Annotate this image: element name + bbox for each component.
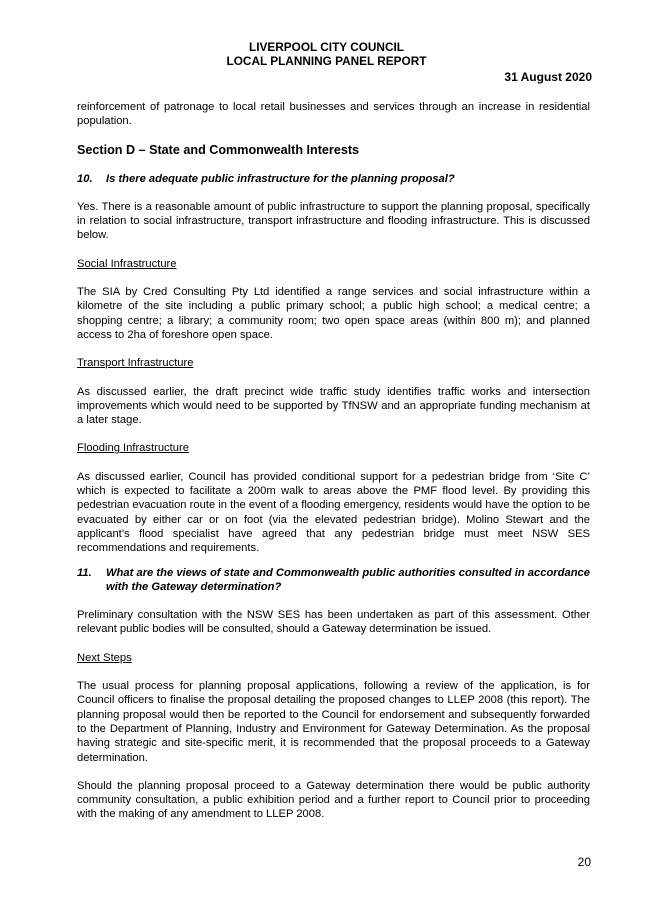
council-name: LIVERPOOL CITY COUNCIL bbox=[249, 40, 404, 54]
question-number: 11. bbox=[77, 566, 92, 579]
report-title: LOCAL PLANNING PANEL REPORT bbox=[226, 54, 427, 68]
report-date: 31 August 2020 bbox=[504, 70, 592, 84]
social-infrastructure-text: The SIA by Cred Consulting Pty Ltd identified a range services and social infrastructure within a kilometre of the site including a public primary school; a public high school; a medical centre; a shopping centre; a library; a community room; two open space areas (within 800 m); and planned access to 2ha of foreshore open space. bbox=[77, 286, 590, 341]
intro-paragraph: reinforcement of patronage to local retail businesses and services through an increase in residential population. bbox=[77, 101, 590, 128]
transport-infrastructure-text: As discussed earlier, the draft precinct wide traffic study identifies traffic works and intersection improvements which would need to be supported by TfNSW and an appropriate funding mechanism at a later stage. bbox=[77, 385, 590, 427]
q10-answer: Yes. There is a reasonable amount of public infrastructure to support the planning proposal, specifically in relation to social infrastructure, transport infrastructure and flooding infrastructure. This is discussed below. bbox=[77, 200, 590, 242]
next-steps-text-2: Should the planning proposal proceed to a Gateway determination there would be public authority community consultation, a public exhibition period and a further report to Council prior to proceeding with the making of any amendment to LLEP 2008. bbox=[77, 779, 590, 821]
section-heading: Section D – State and Commonwealth Interests bbox=[77, 142, 360, 157]
q11-answer: Preliminary consultation with the NSW SES has been undertaken as part of this assessment. Other relevant public bodies will be consulted, should a Gateway determination be issued. bbox=[77, 609, 590, 636]
question-11 bbox=[77, 566, 590, 595]
flooding-infrastructure-heading: Flooding Infrastructure bbox=[77, 442, 189, 455]
question-text: What are the views of state and Commonwealth public authorities consulted in accordance with the Gateway determination? bbox=[106, 566, 590, 593]
question-text: Is there adequate public infrastructure for the planning proposal? bbox=[106, 172, 455, 185]
question-number: 10. bbox=[77, 172, 93, 185]
question-10 bbox=[77, 172, 590, 186]
next-steps-heading: Next Steps bbox=[77, 651, 132, 664]
flooding-infrastructure-text: As discussed earlier, Council has provided conditional support for a pedestrian bridge from ‘Site C’ which is expected to facilitate a 200m walk to areas above the PMF flood level. By providing this pedestrian evacuation route in the event of a flooding emergency, residents would have the option to be evacuated by either car or on foot (via the elevated pedestrian bridge). Molino Stewart and the applicant’s flood specialist have agreed that any pedestrian bridge must meet NSW SES recommendations and requirements. bbox=[77, 470, 590, 555]
report-header bbox=[0, 40, 653, 68]
social-infrastructure-heading: Social Infrastructure bbox=[77, 257, 177, 270]
page-number: 20 bbox=[577, 855, 591, 869]
transport-infrastructure-heading: Transport Infrastructure bbox=[77, 357, 194, 370]
document-body bbox=[77, 100, 590, 822]
next-steps-text-1: The usual process for planning proposal applications, following a review of the application, is for Council officers to finalise the proposal detailing the proposed changes to LLEP 2008 (this report). The planning proposal would then be reported to the Council for endorsement and subsequently forwarded to the Department of Planning, Industry and Environment for Gateway Determination. As the proposal having strategic and site-specific merit, it is recommended that the proposal proceeds to a Gateway determination. bbox=[77, 680, 590, 764]
